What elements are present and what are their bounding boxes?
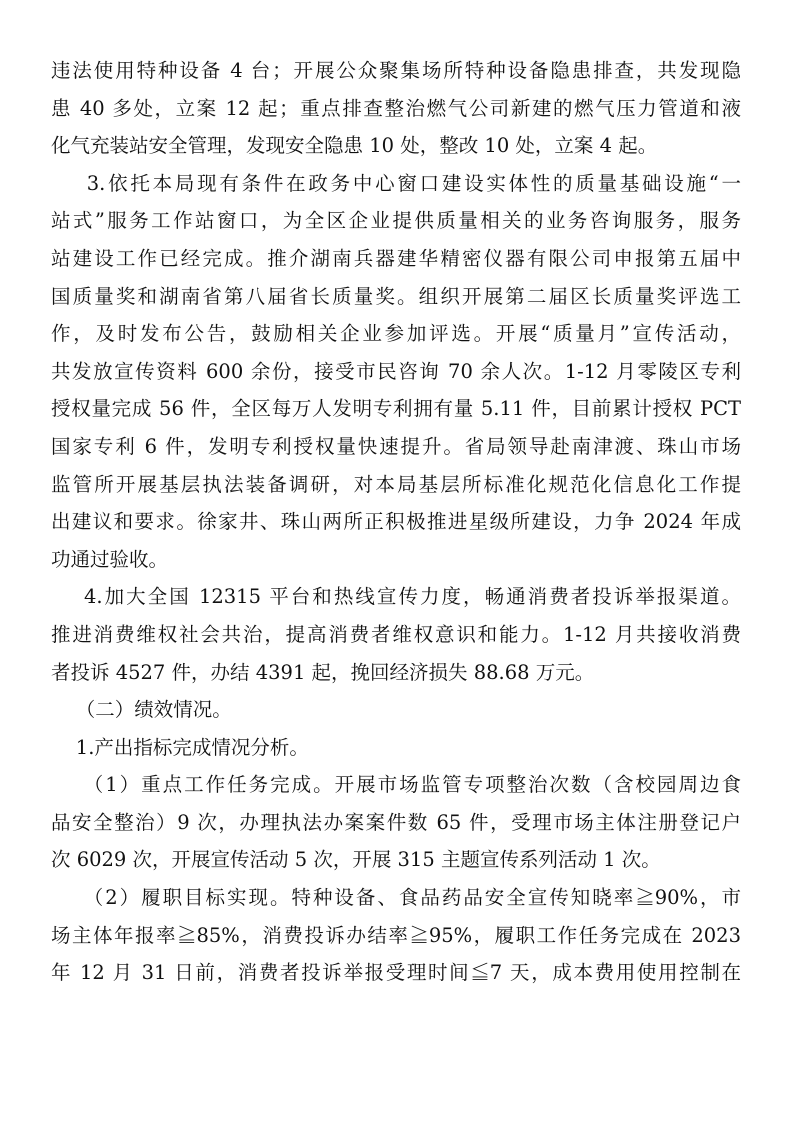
- text-line: 功通过验收。: [51, 547, 169, 571]
- text-line: 次 6029 次，开展宣传活动 5 次，开展 315 主题宣传系列活动 1 次。: [51, 848, 661, 872]
- text-line: 授权量完成 56 件，全区每万人发明专利拥有量 5.11 件，目前累计授权 PCT: [51, 397, 741, 421]
- paragraph-item-4: [51, 578, 741, 691]
- document-body: [51, 52, 741, 992]
- text-line: 品安全整治）9 次，办理执法办案案件数 65 件，受理市场主体注册登记户: [51, 810, 741, 834]
- text-line: 国家专利 6 件，发明专利授权量快速提升。省局领导赴南津渡、珠山市场: [51, 434, 741, 458]
- paragraph-sub-2: [51, 879, 741, 992]
- text-line: 场主体年报率≧85%，消费投诉办结率≧95%，履职工作任务完成在 2023: [51, 923, 741, 947]
- text-line: 推进消费维权社会共治，提高消费者维权意识和能力。1-12 月共接收消费: [51, 622, 741, 646]
- text-line: 违法使用特种设备 4 台；开展公众聚集场所特种设备隐患排查，共发现隐: [51, 59, 741, 82]
- paragraph-item-3: [51, 165, 741, 579]
- heading-line: 1.产出指标完成情况分析。: [51, 735, 309, 759]
- paragraph-continuation: [51, 52, 741, 165]
- text-line: 化气充装站安全管理，发现安全隐患 10 处，整改 10 处，立案 4 起。: [51, 134, 658, 158]
- text-line: 年 12 月 31 日前，消费者投诉举报受理时间≦7 天，成本费用使用控制在: [51, 961, 741, 985]
- text-line: 站式”服务工作站窗口，为全区企业提供质量相关的业务咨询服务，服务: [51, 209, 741, 233]
- subheading-output-indicators: [51, 729, 741, 767]
- paragraph-sub-1: [51, 766, 741, 879]
- text-line: 患 40 多处，立案 12 起；重点排查整治燃气公司新建的燃气压力管道和液: [51, 96, 741, 120]
- text-line: 站建设工作已经完成。推介湖南兵器建华精密仪器有限公司申报第五届中: [51, 246, 741, 270]
- text-line: 出建议和要求。徐家井、珠山两所正积极推进星级所建设，力争 2024 年成: [51, 510, 741, 534]
- text-line: 4.加大全国 12315 平台和热线宣传力度，畅通消费者投诉举报渠道。: [51, 585, 741, 609]
- text-line: 国质量奖和湖南省第八届省长质量奖。组织开展第二届区长质量奖评选工: [51, 284, 741, 308]
- text-line: （1）重点工作任务完成。开展市场监管专项整治次数（含校园周边食: [51, 773, 741, 797]
- text-line: （2）履职目标实现。特种设备、食品药品安全宣传知晓率≧90%，市: [51, 886, 741, 910]
- text-line: 监管所开展基层执法装备调研，对本局基层所标准化规范化信息化工作提: [51, 472, 741, 496]
- text-line: 作，及时发布公告，鼓励相关企业参加评选。开展“质量月”宣传活动，: [51, 322, 741, 346]
- heading-line: （二）绩效情况。: [51, 698, 232, 722]
- text-line: 者投诉 4527 件，办结 4391 起，挽回经济损失 88.68 万元。: [51, 660, 595, 684]
- text-line: 共发放宣传资料 600 余份，接受市民咨询 70 余人次。1-12 月零陵区专利: [51, 359, 741, 383]
- text-line: 3.依托本局现有条件在政务中心窗口建设实体性的质量基础设施“一: [51, 171, 741, 195]
- section-heading-performance: [51, 691, 741, 729]
